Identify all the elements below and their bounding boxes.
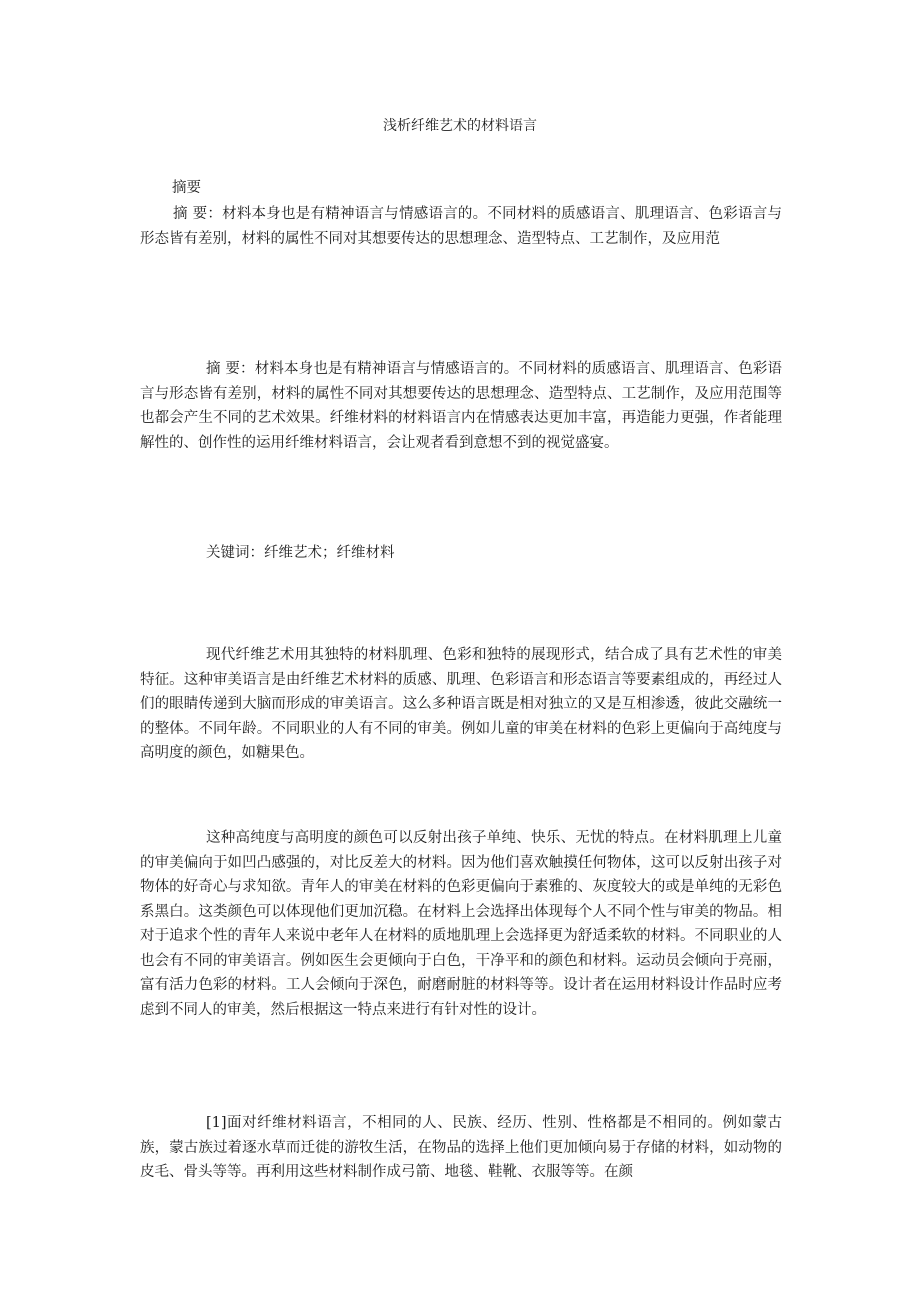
keywords-line: 关键词：纤维艺术；纤维材料 bbox=[206, 545, 395, 561]
body-paragraph: 现代纤维艺术用其独特的材料肌理、色彩和独特的展现形式，结合成了具有艺术性的审美特征。这种审美语言是由纤维艺术材料的质感、肌理、色彩语言和形态语言等要素组成的，再经过人们的眼睛传递到大脑而形成的审美语言。这么多种语言既是相对独立的又是互相渗透，彼此交融统一的整体。不同年龄。不同职业的人有不同的审美。例如儿童的审美在材料的色彩上更偏向于高纯度与高明度的颜色，如糖果色。 bbox=[140, 647, 782, 761]
body-paragraph: [1]面对纤维材料语言，不相同的人、民族、经历、性别、性格都是不相同的。例如蒙古族，蒙古族过着逐水草而迁徙的游牧生活，在物品的选择上他们更加倾向易于存储的材料，如动物的皮毛、骨头等等。再利用这些材料制作成弓箭、地毯、鞋靴、衣服等等。在颜 bbox=[140, 1115, 782, 1180]
abstract-short-paragraph: 摘 要：材料本身也是有精神语言与情感语言的。不同材料的质感语言、肌理语言、色彩语言与形态皆有差别，材料的属性不同对其想要传达的思想理念、造型特点、工艺制作，及应用范 bbox=[140, 206, 782, 247]
body-paragraph: 这种高纯度与高明度的颜色可以反射出孩子单纯、快乐、无忧的特点。在材料肌理上儿童的审美偏向于如凹凸感强的，对比反差大的材料。因为他们喜欢触摸任何物体，这可以反射出孩子对物体的好奇心与求知欲。青年人的审美在材料的色彩更偏向于素雅的、灰度较大的或是单纯的无彩色系黑白。这类颜色可以体现他们更加沉稳。在材料上会选择出体现每个人不同个性与审美的物品。相对于追求个性的青年人来说中老年人在材料的质地肌理上会选择更为舒适柔软的材料。不同职业的人也会有不同的审美语言。例如医生会更倾向于白色，干净平和的颜色和材料。运动员会倾向于亮丽，富有活力色彩的材料。工人会倾向于深色，耐磨耐脏的材料等等。设计者在运用材料设计作品时应考虑到不同人的审美，然后根据这一特点来进行有针对性的设计。 bbox=[140, 830, 782, 1018]
abstract-heading: 摘要 bbox=[172, 180, 201, 196]
document-title: 浅析纤维艺术的材料语言 bbox=[383, 118, 537, 134]
abstract-full-paragraph: 摘 要：材料本身也是有精神语言与情感语言的。不同材料的质感语言、肌理语言、色彩语言与形态皆有差别，材料的属性不同对其想要传达的思想理念、造型特点、工艺制作，及应用范围等也都会产生不同的艺术效果。纤维材料的材料语言内在情感表达更加丰富，再造能力更强，作者能理解性的、创作性的运用纤维材料语言，会让观者看到意想不到的视觉盛宴。 bbox=[140, 361, 782, 451]
